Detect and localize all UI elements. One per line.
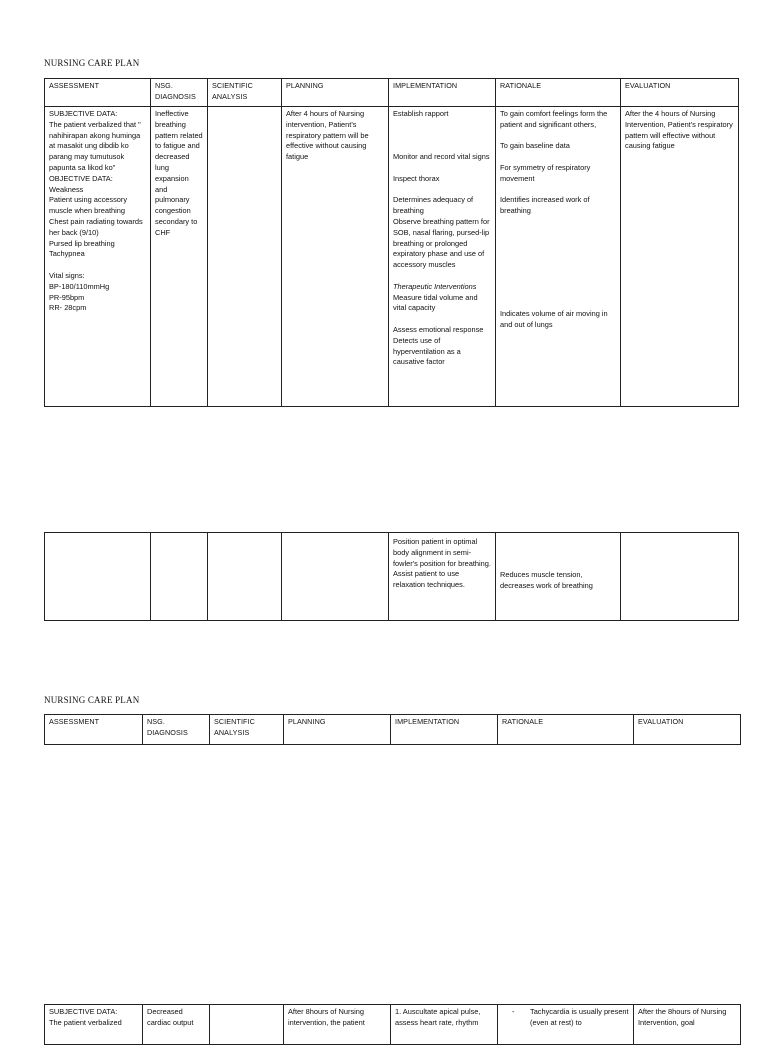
rationale-cell xyxy=(496,533,621,621)
header-analysis: SCIENTIFIC ANALYSIS xyxy=(208,79,282,107)
subjective-text: The patient verbalized xyxy=(49,1017,122,1027)
rationale-cell xyxy=(496,107,621,407)
planning-cell xyxy=(282,107,389,407)
impl-assess: Assess emotional response xyxy=(393,324,484,334)
header-rationale: RATIONALE xyxy=(498,715,634,745)
header-analysis: SCIENTIFIC ANALYSIS xyxy=(210,715,284,745)
table-row xyxy=(45,1005,741,1045)
evaluation-cell xyxy=(621,107,739,407)
impl-therapeutic-heading: Therapeutic Interventions xyxy=(393,281,477,291)
header-planning: PLANNING xyxy=(284,715,391,745)
analysis-cell xyxy=(208,107,282,407)
rationale-baseline: To gain baseline data xyxy=(500,141,570,151)
evaluation-text: After the 8hours of Nursing Intervention, goal xyxy=(638,1007,727,1027)
implementation-cell xyxy=(389,533,496,621)
diagnosis-text: Ineffective breathing pattern related to fatigue and decreased lung expansion and pulmonary congestion secondary to CHF xyxy=(155,109,203,237)
implementation-cell xyxy=(391,1005,498,1045)
impl-position: Position patient in optimal body alignment in semi-fowler's position for breathing. Assist patient to use relaxation techniques. xyxy=(393,537,491,590)
bullet-dash: - xyxy=(512,1007,515,1016)
planning-cell xyxy=(284,1005,391,1045)
care-plan-table xyxy=(44,78,739,407)
objective-item: Pursed lip breathing xyxy=(49,238,115,248)
table-row xyxy=(45,107,739,407)
objective-item: Chest pain radiating towards her back (9/10) xyxy=(49,216,143,237)
care-plan-title-2: NURSING CARE PLAN xyxy=(44,695,140,705)
vitals-label: Vital signs: xyxy=(49,270,85,280)
rationale-identifies: Identifies increased work of breathing xyxy=(500,195,590,216)
vital-sign: PR-95bpm xyxy=(49,292,85,302)
planning-text: After 4 hours of Nursing intervention, Patient's respiratory pattern will be effective without causing fatigue xyxy=(286,109,369,162)
header-diagnosis: NSG. DIAGNOSIS xyxy=(151,79,208,107)
header-row xyxy=(45,79,739,107)
assessment-cell xyxy=(45,107,151,407)
impl-inspect: Inspect thorax xyxy=(393,173,440,183)
care-plan-table-2 xyxy=(44,714,741,745)
subjective-label: SUBJECTIVE DATA: xyxy=(49,1007,118,1016)
rationale-cell xyxy=(498,1005,634,1045)
objective-item: Weakness xyxy=(49,184,84,194)
care-plan-continuation-table xyxy=(44,532,739,621)
subjective-text: The patient verbalized that " nahihirapan akong huminga at masakit ung dibdib ko parang may tumutusok papunta sa likod ko" xyxy=(49,119,141,172)
assessment-cell xyxy=(45,1005,143,1045)
table-row xyxy=(45,533,739,621)
evaluation-cell xyxy=(634,1005,741,1045)
care-plan-title: NURSING CARE PLAN xyxy=(44,58,140,68)
header-evaluation: EVALUATION xyxy=(634,715,741,745)
header-implementation: IMPLEMENTATION xyxy=(389,79,496,107)
impl-determines: Determines adequacy of breathing xyxy=(393,195,474,216)
objective-item: Patient using accessory muscle when breathing xyxy=(49,195,128,216)
rationale-volume: Indicates volume of air moving in and out of lungs xyxy=(500,308,608,329)
header-evaluation: EVALUATION xyxy=(621,79,739,107)
rationale-comfort: To gain comfort feelings form the patient and significant others, xyxy=(500,109,608,129)
impl-monitor: Monitor and record vital signs xyxy=(393,152,490,162)
vital-sign: RR- 28cpm xyxy=(49,303,87,313)
header-rationale: RATIONALE xyxy=(496,79,621,107)
subjective-label: SUBJECTIVE DATA: xyxy=(49,109,118,118)
diagnosis-text: Decreased cardiac output xyxy=(147,1007,194,1027)
header-implementation: IMPLEMENTATION xyxy=(391,715,498,745)
diagnosis-cell xyxy=(143,1005,210,1045)
vital-sign: BP-180/110mmHg xyxy=(49,281,110,291)
header-row xyxy=(45,715,741,745)
diagnosis-cell xyxy=(151,107,208,407)
header-diagnosis: NSG. DIAGNOSIS xyxy=(143,715,210,745)
analysis-cell xyxy=(210,1005,284,1045)
objective-item: Tachypnea xyxy=(49,249,85,259)
header-planning: PLANNING xyxy=(282,79,389,107)
impl-establish: Establish rapport xyxy=(393,109,449,118)
implementation-cell xyxy=(389,107,496,407)
rationale-reduces: Reduces muscle tension, decreases work of breathing xyxy=(500,570,593,590)
impl-observe: Observe breathing pattern for SOB, nasal flaring, pursed-lip breathing or prolonged expiratory phase and use of accessory muscles xyxy=(393,216,490,270)
header-assessment: ASSESSMENT xyxy=(45,715,143,745)
planning-text: After 8hours of Nursing intervention, the patient xyxy=(288,1007,365,1027)
rationale-symmetry: For symmetry of respiratory movement xyxy=(500,162,591,183)
impl-measure: Measure tidal volume and vital capacity xyxy=(393,292,478,313)
rationale-tachycardia: Tachycardia is usually present (even at rest) to xyxy=(530,1007,629,1027)
care-plan-table-2-body xyxy=(44,1004,741,1045)
evaluation-text: After the 4 hours of Nursing Intervention, Patient's respiratory pattern will effective without causing fatigue xyxy=(625,109,733,151)
objective-label: OBJECTIVE DATA: xyxy=(49,173,113,183)
impl-auscultate: 1. Auscultate apical pulse, assess heart rate, rhythm xyxy=(395,1007,481,1027)
header-assessment: ASSESSMENT xyxy=(45,79,151,107)
impl-detects: Detects use of hyperventilation as a causative factor xyxy=(393,335,461,367)
